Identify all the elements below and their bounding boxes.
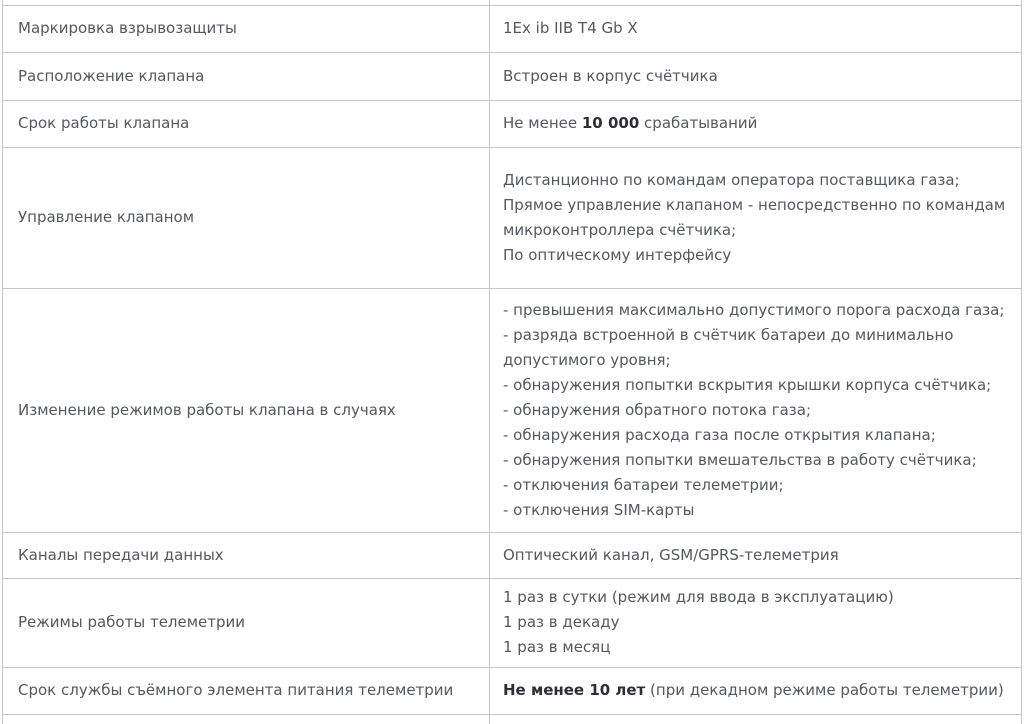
spec-value-line: - превышения максимально допустимого порога расхода газа; bbox=[503, 300, 1005, 319]
spec-value-line: Не менее 10 000 срабатываний bbox=[503, 114, 758, 132]
table-row bbox=[3, 532, 1022, 578]
spec-value-line: - обнаружения попытки вскрытия крышки корпуса счётчика; bbox=[503, 375, 992, 394]
spec-value-line: - обнаружения попытки вмешательства в работу счётчика; bbox=[503, 450, 977, 469]
spec-name-cell: Каналы передачи данных bbox=[3, 532, 490, 578]
table-row bbox=[3, 52, 1022, 100]
spec-name-cell: Маркировка взрывозащиты bbox=[3, 5, 490, 52]
specifications-table bbox=[2, 0, 1022, 724]
spec-value-cell bbox=[490, 5, 1022, 52]
table-row-partial-bottom bbox=[3, 714, 1022, 724]
table-row bbox=[3, 578, 1022, 667]
table-row bbox=[3, 147, 1022, 288]
spec-value-line: - обнаружения обратного потока газа; bbox=[503, 400, 811, 419]
spec-value-line: - разряда встроенной в счётчик батареи до минимально допустимого уровня; bbox=[503, 325, 954, 369]
spec-name-cell: Расположение клапана bbox=[3, 52, 490, 100]
spec-value-cell bbox=[490, 288, 1022, 532]
spec-value-line: - отключения SIM-карты bbox=[503, 500, 695, 519]
spec-value-line: 1 раз в месяц bbox=[503, 638, 611, 656]
spec-name-cell: Управление клапаном bbox=[3, 147, 490, 288]
table-row bbox=[3, 100, 1022, 147]
spec-value-cell bbox=[490, 578, 1022, 667]
spec-value-line: Дистанционно по командам оператора поставщика газа; bbox=[503, 170, 960, 189]
spec-value-cell bbox=[490, 100, 1022, 147]
spec-value-cell bbox=[490, 714, 1022, 724]
table-row bbox=[3, 667, 1022, 714]
spec-value-cell bbox=[490, 532, 1022, 578]
spec-value-bold: 10 000 bbox=[581, 114, 640, 132]
spec-value-line: - обнаружения расхода газа после открытия клапана; bbox=[503, 425, 936, 444]
spec-value-bold: Не менее 10 лет bbox=[503, 681, 646, 699]
spec-value-line: 1Ex ib IIB T4 Gb X bbox=[503, 19, 638, 37]
spec-name-cell: Срок работы клапана bbox=[3, 100, 490, 147]
spec-value-line: Встроен в корпус счётчика bbox=[503, 66, 718, 85]
spec-value-line: По оптическому интерфейсу bbox=[503, 245, 732, 264]
spec-value-line: Прямое управление клапаном - непосредственно по командам микроконтроллера счётчика; bbox=[503, 195, 1006, 239]
spec-value-line: 1 раз в декаду bbox=[503, 613, 620, 631]
table-row bbox=[3, 288, 1022, 532]
spec-value-line: 1 раз в сутки (режим для ввода в эксплуатацию) bbox=[503, 588, 894, 606]
spec-value-cell bbox=[490, 147, 1022, 288]
spec-value-cell bbox=[490, 52, 1022, 100]
spec-value-cell bbox=[490, 667, 1022, 714]
spec-name-cell bbox=[3, 714, 490, 724]
spec-name-cell: Режимы работы телеметрии bbox=[3, 578, 490, 667]
table-row bbox=[3, 5, 1022, 52]
spec-value-line: Оптический канал, GSM/GPRS-телеметрия bbox=[503, 545, 839, 564]
spec-value-line: Не менее 10 лет (при декадном режиме работы телеметрии) bbox=[503, 681, 1004, 699]
spec-name-cell: Изменение режимов работы клапана в случаях bbox=[3, 288, 490, 532]
spec-value-line: - отключения батареи телеметрии; bbox=[503, 475, 784, 494]
spec-name-cell: Срок службы съёмного элемента питания телеметрии bbox=[3, 667, 490, 714]
